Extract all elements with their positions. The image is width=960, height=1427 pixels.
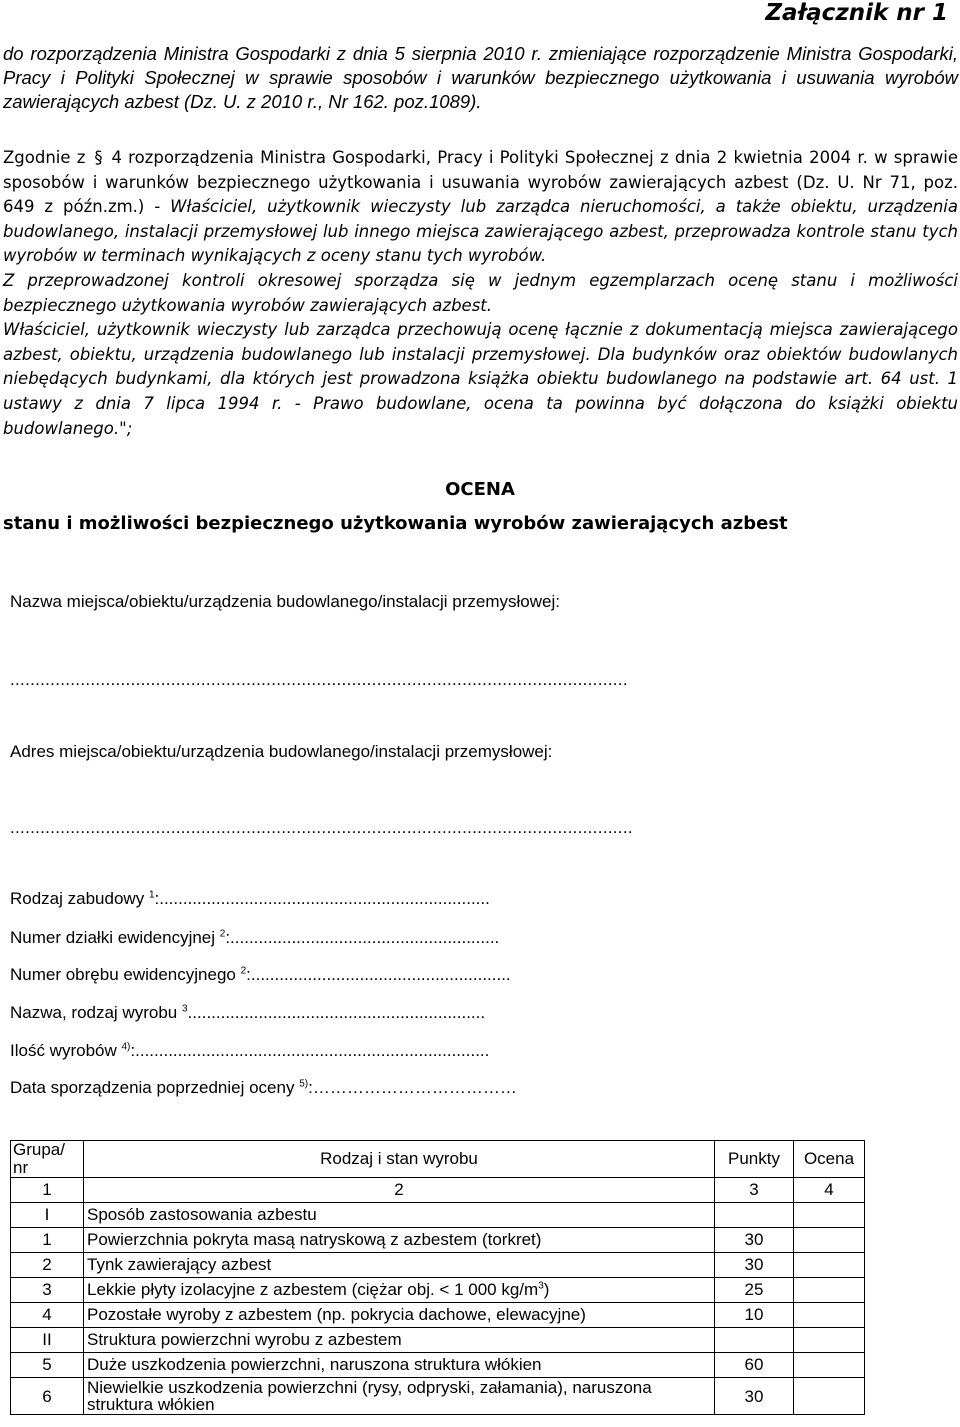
row-points: 10	[715, 1303, 794, 1328]
plot-number-label: Numer działki ewidencyjnej	[10, 928, 216, 947]
previous-assessment-row	[10, 1078, 517, 1098]
address-field[interactable]: ............................................................................................................................	[10, 818, 633, 837]
col-number: 1	[11, 1178, 84, 1203]
table-row	[11, 1353, 865, 1378]
row-label: Duże uszkodzenia powierzchni, naruszona struktura włókien	[84, 1353, 715, 1378]
row-label: Tynk zawierający azbest	[84, 1253, 715, 1278]
footnote-ref: 1	[148, 889, 155, 901]
precinct-number-field[interactable]: :.......................................................	[246, 965, 511, 984]
col-header-score: Ocena	[794, 1141, 865, 1178]
row-score-cell[interactable]	[794, 1328, 865, 1353]
table-row	[11, 1378, 865, 1415]
product-name-label: Nazwa, rodzaj wyrobu	[10, 1003, 178, 1022]
quantity-label: Ilość wyrobów	[10, 1041, 117, 1060]
address-label: Adres miejsca/obiektu/urządzenia budowlanego/instalacji przemysłowej:	[10, 742, 553, 761]
assessment-table	[10, 1140, 865, 1415]
row-points: 30	[715, 1378, 794, 1415]
col-header-group: Grupa/ nr	[11, 1141, 84, 1178]
building-type-field[interactable]: :......................................................................	[154, 889, 490, 908]
previous-assessment-label: Data sporządzenia poprzedniej oceny	[10, 1078, 295, 1097]
row-number: 2	[11, 1253, 84, 1278]
table-header-row	[11, 1141, 865, 1178]
storage-paragraph: Właściciel, użytkownik wieczysty lub zarządca przechowują ocenę łącznie z dokumentacją miejsca zawierającego azbest, obiektu, urządzenia budowlanego lub instalacji przemysłowej. Dla budynków oraz obiektów budowlanych niebędących budynkami, dla których jest prowadzona książka obiektu budowlanego na podstawie art. 64 ust. 1 ustawy z dnia 7 lipca 1994 r. - Prawo budowlane, ocena ta powinna być dołączona do książki obiektu budowlanego.";	[3, 320, 958, 438]
row-label: Sposób zastosowania azbestu	[84, 1203, 715, 1228]
row-number: I	[11, 1203, 84, 1228]
form-heading: OCENA	[445, 479, 515, 500]
legal-basis-text	[3, 146, 958, 441]
row-label: Powierzchnia pokryta masą natryskową z azbestem (torkret)	[84, 1228, 715, 1253]
plot-number-row	[10, 928, 499, 948]
inspection-paragraph: Z przeprowadzonej kontroli okresowej sporządza się w jednym egzemplarzach ocenę stanu i możliwości bezpiecznego użytkowania wyrobów zawierających azbest.	[3, 270, 958, 315]
legal-basis-start: Zgodnie z	[3, 148, 86, 167]
row-label-text: Lekkie płyty izolacyjne z azbestem (ciężar obj. < 1 000 kg/m	[87, 1280, 539, 1299]
row-number: II	[11, 1328, 84, 1353]
legal-basis-quote: - Właściciel, użytkownik wieczysty lub zarządca nieruchomości, a także obiektu, urządzenia budowlanego, instalacji przemysłowej lub innego miejsca zawierającego azbest, przeprowadza kontrole stanu tych wyrobów w terminach wynikających z oceny stanu tych wyrobów.	[3, 197, 958, 266]
table-row	[11, 1328, 865, 1353]
row-points	[715, 1328, 794, 1353]
form-subheading: stanu i możliwości bezpiecznego użytkowania wyrobów zawierających azbest	[3, 513, 788, 534]
table-row	[11, 1228, 865, 1253]
intro-paragraph: do rozporządzenia Ministra Gospodarki z dnia 5 sierpnia 2010 r. zmieniające rozporządzenie Ministra Gospodarki, Pracy i Polityki Społecznej w sprawie sposobów i warunków bezpiecznego użytkowania i usuwania wyrobów zawierających azbest (Dz. U. z 2010 r., Nr 162. poz.1089).	[3, 43, 958, 112]
name-field[interactable]: ...........................................................................................................................	[10, 670, 628, 689]
table-row	[11, 1278, 865, 1303]
building-type-row	[10, 889, 490, 909]
col-header-points: Punkty	[715, 1141, 794, 1178]
row-label	[84, 1278, 715, 1303]
row-number: 1	[11, 1228, 84, 1253]
unit-superscript: 3	[538, 1280, 544, 1292]
product-name-field[interactable]: ...............................................................	[187, 1003, 486, 1022]
building-type-label: Rodzaj zabudowy	[10, 889, 145, 908]
quantity-field[interactable]: :...........................................................................	[130, 1041, 490, 1060]
row-score-cell[interactable]	[794, 1278, 865, 1303]
previous-assessment-field[interactable]: :………………………………	[308, 1078, 517, 1097]
footnote-ref: 2	[219, 928, 226, 940]
row-score-cell[interactable]	[794, 1228, 865, 1253]
row-points: 30	[715, 1253, 794, 1278]
row-number: 3	[11, 1278, 84, 1303]
row-score-cell[interactable]	[794, 1303, 865, 1328]
legal-basis-regulation: 4 rozporządzenia Ministra Gospodarki, Pracy i Polityki Społecznej z dnia 2 kwietnia 2004 r. w sprawie sposobów i warunków bezpiecznego użytkowania i usuwania wyrobów zawierających azbest (Dz. U. Nr 71, poz. 649 z późn.zm.)	[3, 148, 958, 217]
row-score-cell[interactable]	[794, 1353, 865, 1378]
footnote-ref: 3	[181, 1003, 188, 1015]
row-label-tail: )	[543, 1280, 550, 1299]
table-row	[11, 1253, 865, 1278]
row-score-cell[interactable]	[794, 1378, 865, 1415]
row-number: 5	[11, 1353, 84, 1378]
row-points: 60	[715, 1353, 794, 1378]
footnote-ref: 5)	[299, 1078, 309, 1090]
product-name-row	[10, 1003, 485, 1023]
row-label: Pozostałe wyroby z azbestem (np. pokrycia dachowe, elewacyjne)	[84, 1303, 715, 1328]
footnote-ref: 2	[240, 965, 247, 977]
quantity-row	[10, 1041, 489, 1061]
row-points: 30	[715, 1228, 794, 1253]
table-row	[11, 1203, 865, 1228]
column-number-row	[11, 1178, 865, 1203]
section-symbol: §	[94, 148, 103, 167]
footnote-ref: 4)	[121, 1041, 131, 1053]
row-number: 6	[11, 1378, 84, 1415]
page-title: Załącznik nr 1	[765, 0, 948, 26]
row-number: 4	[11, 1303, 84, 1328]
row-score-cell[interactable]	[794, 1203, 865, 1228]
name-label: Nazwa miejsca/obiektu/urządzenia budowlanego/instalacji przemysłowej:	[10, 592, 560, 611]
row-score-cell[interactable]	[794, 1253, 865, 1278]
plot-number-field[interactable]: :.........................................................	[225, 928, 500, 947]
col-number: 4	[794, 1178, 865, 1203]
row-points: 25	[715, 1278, 794, 1303]
col-number: 3	[715, 1178, 794, 1203]
col-number: 2	[84, 1178, 715, 1203]
row-label: Niewielkie uszkodzenia powierzchni (rysy, odpryski, załamania), naruszona struktura włókien	[84, 1378, 715, 1415]
row-label: Struktura powierzchni wyrobu z azbestem	[84, 1328, 715, 1353]
table-row	[11, 1303, 865, 1328]
precinct-number-row	[10, 965, 511, 985]
precinct-number-label: Numer obrębu ewidencyjnego	[10, 965, 236, 984]
col-header-product: Rodzaj i stan wyrobu	[84, 1141, 715, 1178]
row-points	[715, 1203, 794, 1228]
